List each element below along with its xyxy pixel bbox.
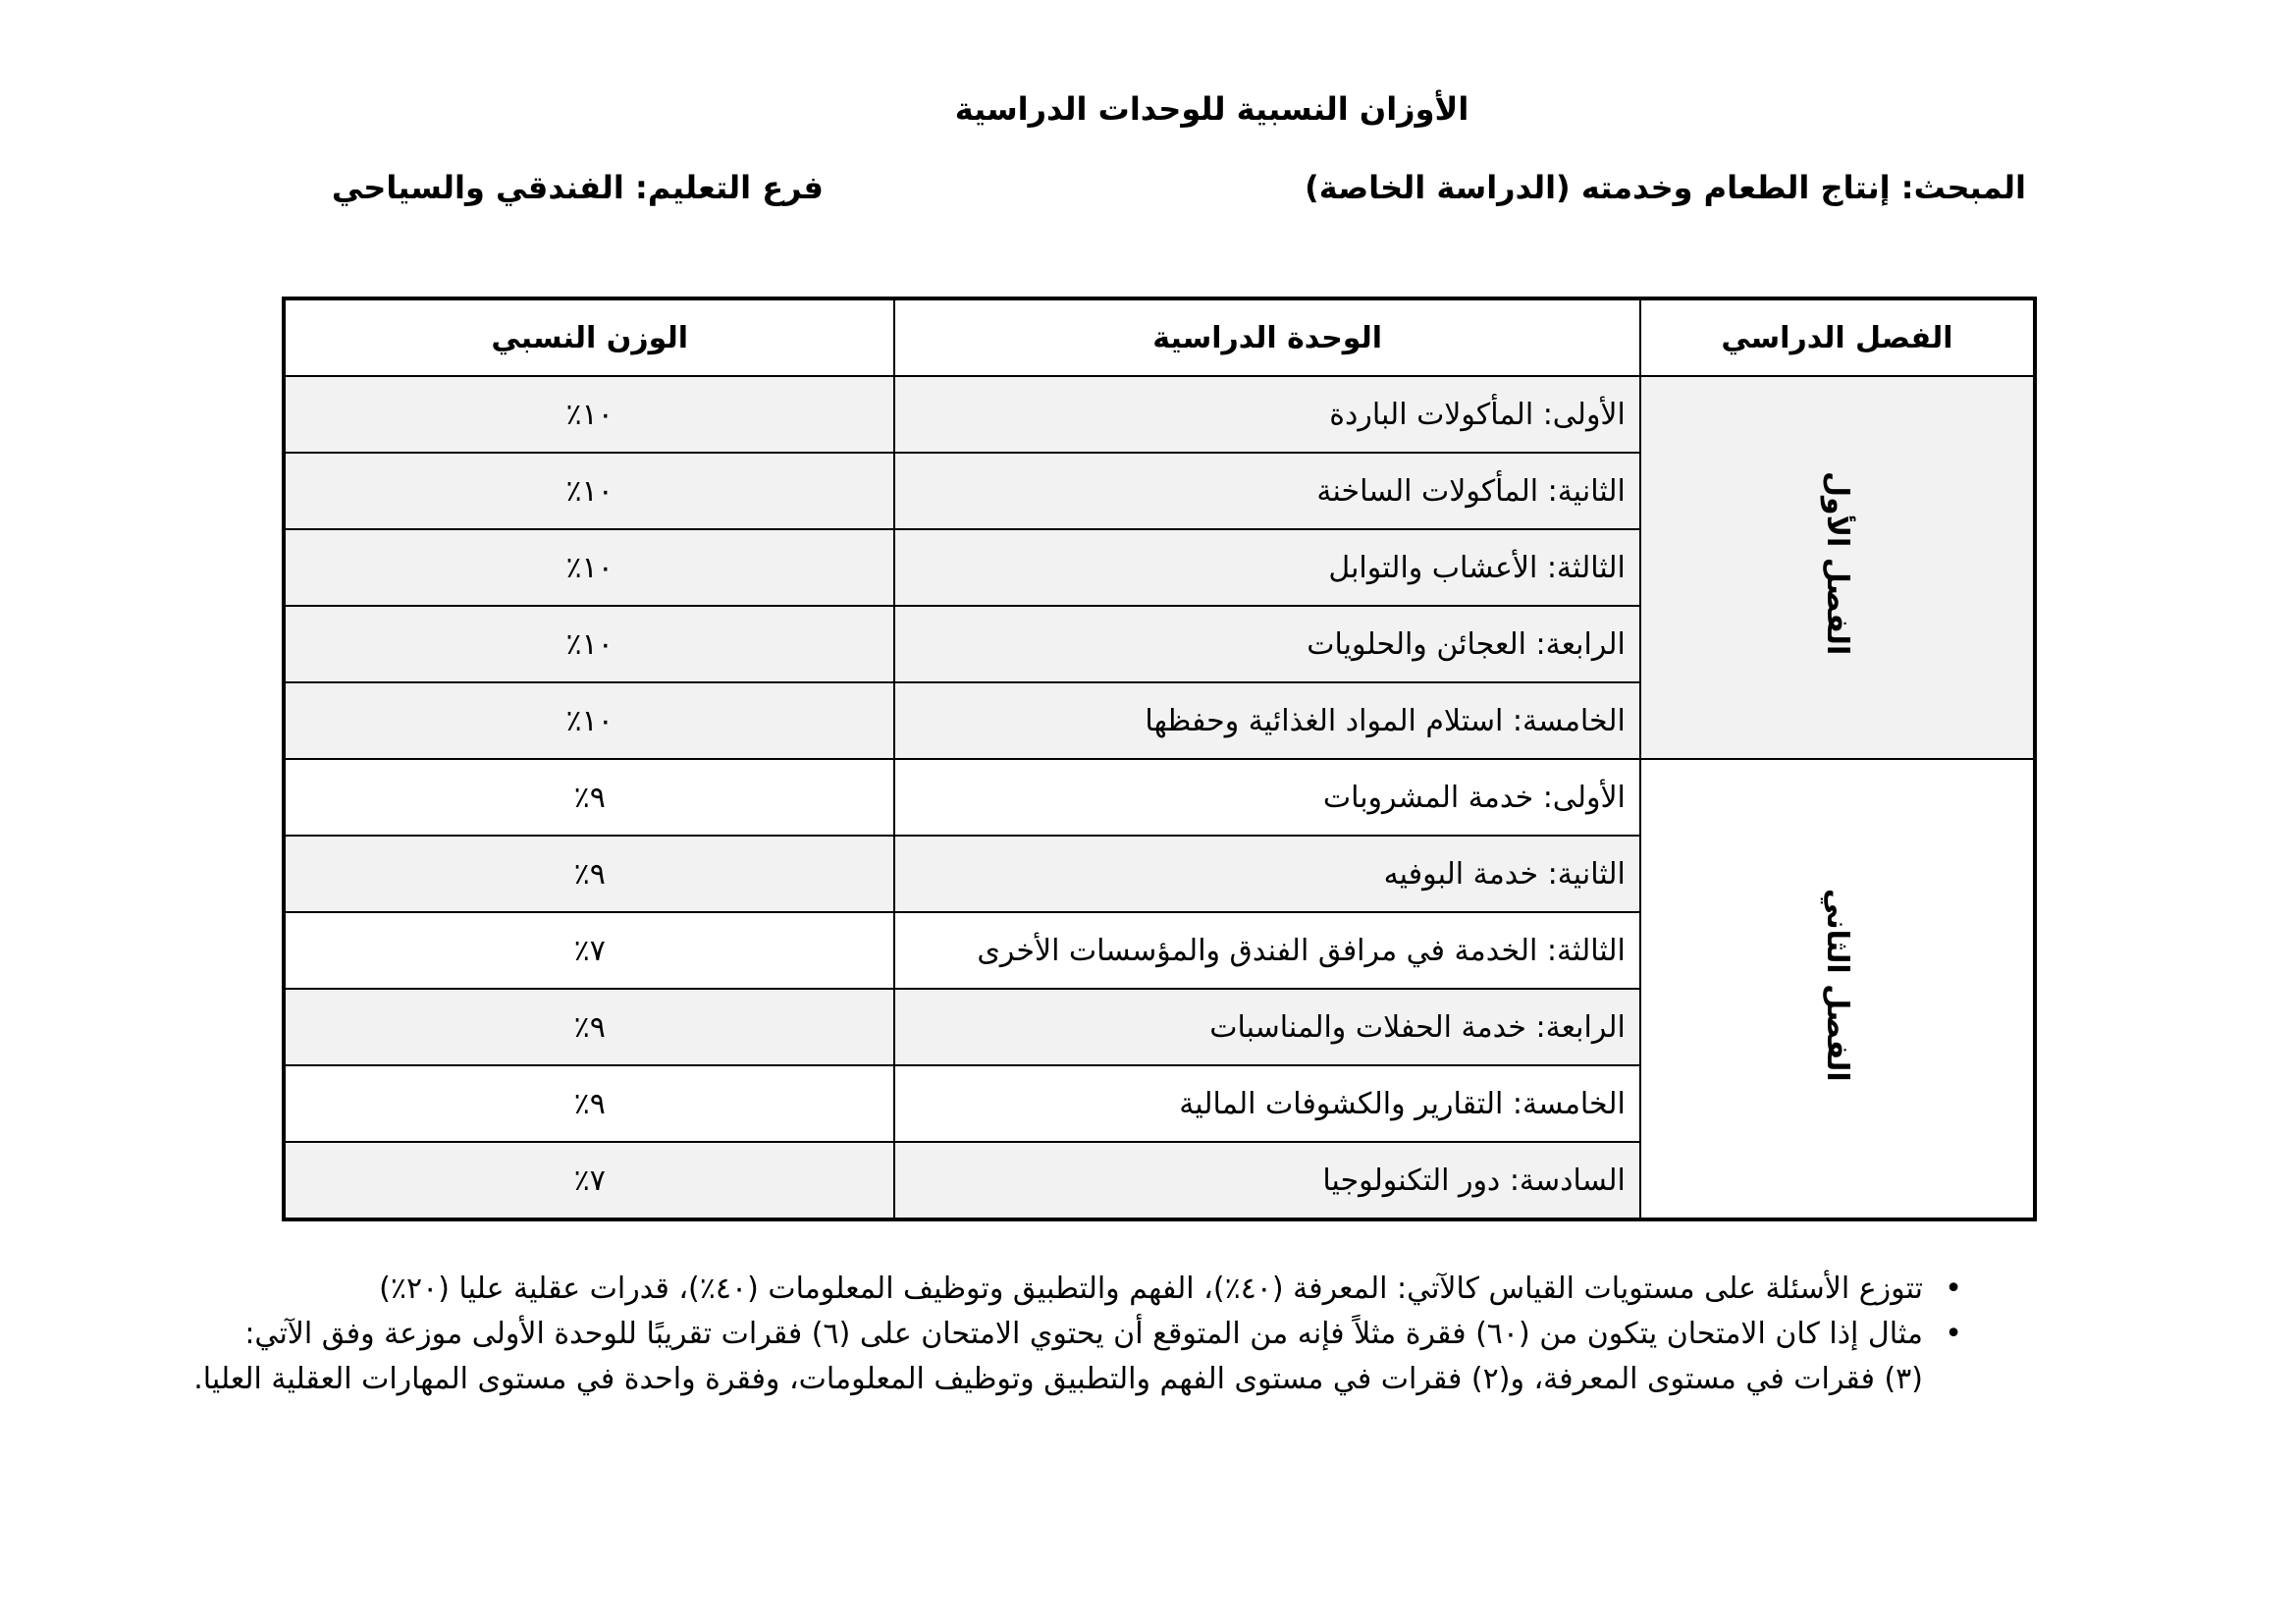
unit-weight: ٩٪ <box>284 836 894 912</box>
unit-weight: ١٠٪ <box>284 529 894 606</box>
note-text: تتوزع الأسئلة على مستويات القياس كالآتي: المعرفة (٤٠٪)، الفهم والتطبيق وتوظيف المعلومات (٤٠٪)، قدرات عقلية عليا (٢٠٪) <box>379 1272 1923 1306</box>
unit-name: السادسة: دور التكنولوجيا <box>894 1142 1639 1219</box>
semester-2-label: الفصل الثاني <box>1819 888 1854 1082</box>
unit-weight: ٧٪ <box>284 912 894 989</box>
semester-2-cell <box>1640 759 2035 1219</box>
subject-label: المبحث: إنتاج الطعام وخدمته (الدراسة الخاصة) <box>1305 169 2026 206</box>
unit-weight: ٩٪ <box>284 1065 894 1142</box>
notes-list <box>136 1267 1962 1402</box>
bullet-dot: • <box>1945 1272 1962 1306</box>
semester-1-label: الفصل الأول <box>1819 471 1854 656</box>
unit-name: الثانية: خدمة البوفيه <box>894 836 1639 912</box>
table-header-row <box>284 298 2035 376</box>
unit-weights-table <box>282 297 2037 1221</box>
table-row <box>284 759 2035 836</box>
note-text-continued: (٣) فقرات في مستوى المعرفة، و(٢) فقرات في مستوى الفهم والتطبيق وتوظيف المعلومات، وفقرة واحدة في مستوى المهارات العقلية العليا. <box>193 1362 1923 1396</box>
table-row <box>284 376 2035 453</box>
unit-name: الأولى: خدمة المشروبات <box>894 759 1639 836</box>
unit-name: الثانية: المأكولات الساخنة <box>894 453 1639 529</box>
branch-label: فرع التعليم: الفندقي والسياحي <box>331 169 824 206</box>
bullet-dot: • <box>1945 1317 1962 1351</box>
unit-weight: ١٠٪ <box>284 606 894 682</box>
semester-1-cell <box>1640 376 2035 759</box>
unit-name: الأولى: المأكولات الباردة <box>894 376 1639 453</box>
header-unit: الوحدة الدراسية <box>894 298 1639 376</box>
unit-name: الخامسة: التقارير والكشوفات المالية <box>894 1065 1639 1142</box>
unit-weight: ١٠٪ <box>284 682 894 759</box>
page-title: الأوزان النسبية للوحدات الدراسية <box>954 90 1469 128</box>
header-weight: الوزن النسبي <box>284 298 894 376</box>
unit-weight: ٧٪ <box>284 1142 894 1219</box>
unit-weight: ٩٪ <box>284 759 894 836</box>
unit-weight: ١٠٪ <box>284 453 894 529</box>
header-semester: الفصل الدراسي <box>1640 298 2035 376</box>
unit-name: الرابعة: خدمة الحفلات والمناسبات <box>894 989 1639 1065</box>
note-item <box>136 1312 1962 1402</box>
note-text: مثال إذا كان الامتحان يتكون من (٦٠) فقرة مثلاً فإنه من المتوقع أن يحتوي الامتحان على (٦) فقرات تقريبًا للوحدة الأولى موزعة وفق الآتي: <box>244 1317 1923 1351</box>
unit-weight: ١٠٪ <box>284 376 894 453</box>
note-item <box>136 1267 1962 1312</box>
unit-name: الرابعة: العجائن والحلويات <box>894 606 1639 682</box>
unit-name: الخامسة: استلام المواد الغذائية وحفظها <box>894 682 1639 759</box>
unit-name: الثالثة: الخدمة في مرافق الفندق والمؤسسات الأخرى <box>894 912 1639 989</box>
unit-name: الثالثة: الأعشاب والتوابل <box>894 529 1639 606</box>
unit-weight: ٩٪ <box>284 989 894 1065</box>
